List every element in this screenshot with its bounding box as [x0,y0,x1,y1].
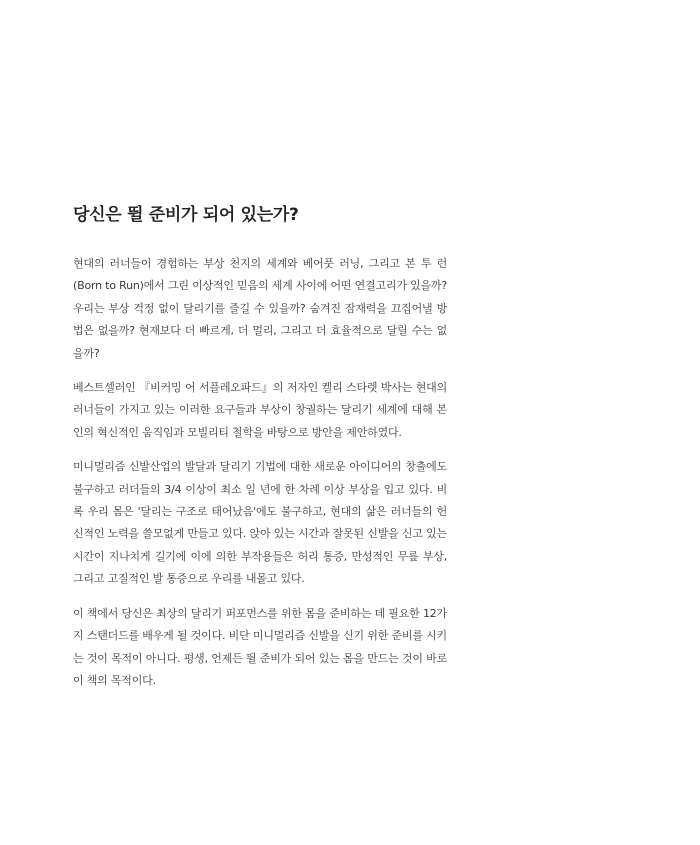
chapter-title: 당신은 뛸 준비가 되어 있는가? [73,205,299,225]
paragraph-4: 이 책에서 당신은 최상의 달리기 퍼포먼스를 위한 몸을 준비하는 데 필요한 12가지 스탠더드를 배우게 될 것이다. 비단 미니멀리즘 신발을 신기 위한 준비를 시키는 것이 목적이 아니다. 평생, 언제든 뛸 준비가 되어 있는 몸을 만드는 것이 바로 이 책의 목적이다. [73,606,447,687]
book-page [73,200,447,704]
paragraph-3: 미니멀리즘 신발산업의 발달과 달리기 기법에 대한 새로운 아이디어의 창출에도 불구하고 러더들의 3/4 이상이 최소 일 년에 한 차례 이상 부상을 입고 있다. 비록 우리 몸은 '달리는 구조로 태어났음'에도 불구하고, 현대의 삶은 러너들의 헌신적인 노력을 쓸모없게 만들고 있다. 앉아 있는 시간과 잘못된 신발을 신고 있는 시간이 지나치게 길기에 이에 의한 부작용들은 허리 통증, 만성적인 무릎 부상, 그리고 고질적인 발 통증으로 우리를 내몰고 있다. [73,460,447,586]
paragraph-2: 베스트셀러인 『비커밍 어 서플레오파드』의 저자인 켈리 스타렛 박사는 현대의 러너들이 가지고 있는 이러한 요구들과 부상이 창궐하는 달리기 세계에 대해 본인의 혁신적인 움직임과 모빌리티 철학을 바탕으로 방안을 제안하였다. [73,381,447,439]
paragraph-1: 현대의 러너들이 경험하는 부상 천지의 세계와 베어풋 러닝, 그리고 본 투 런(Born to Run)에서 그린 이상적인 믿음의 세계 사이에 어떤 연결고리가 있을까? 우리는 부상 걱정 없이 달리기를 즐길 수 있을까? 숨겨진 잠재력을 끄집어낼 방법은 없을까? 현재보다 더 빠르게, 더 멀리, 그리고 더 효율적으로 달릴 수는 없을까? [73,257,447,360]
